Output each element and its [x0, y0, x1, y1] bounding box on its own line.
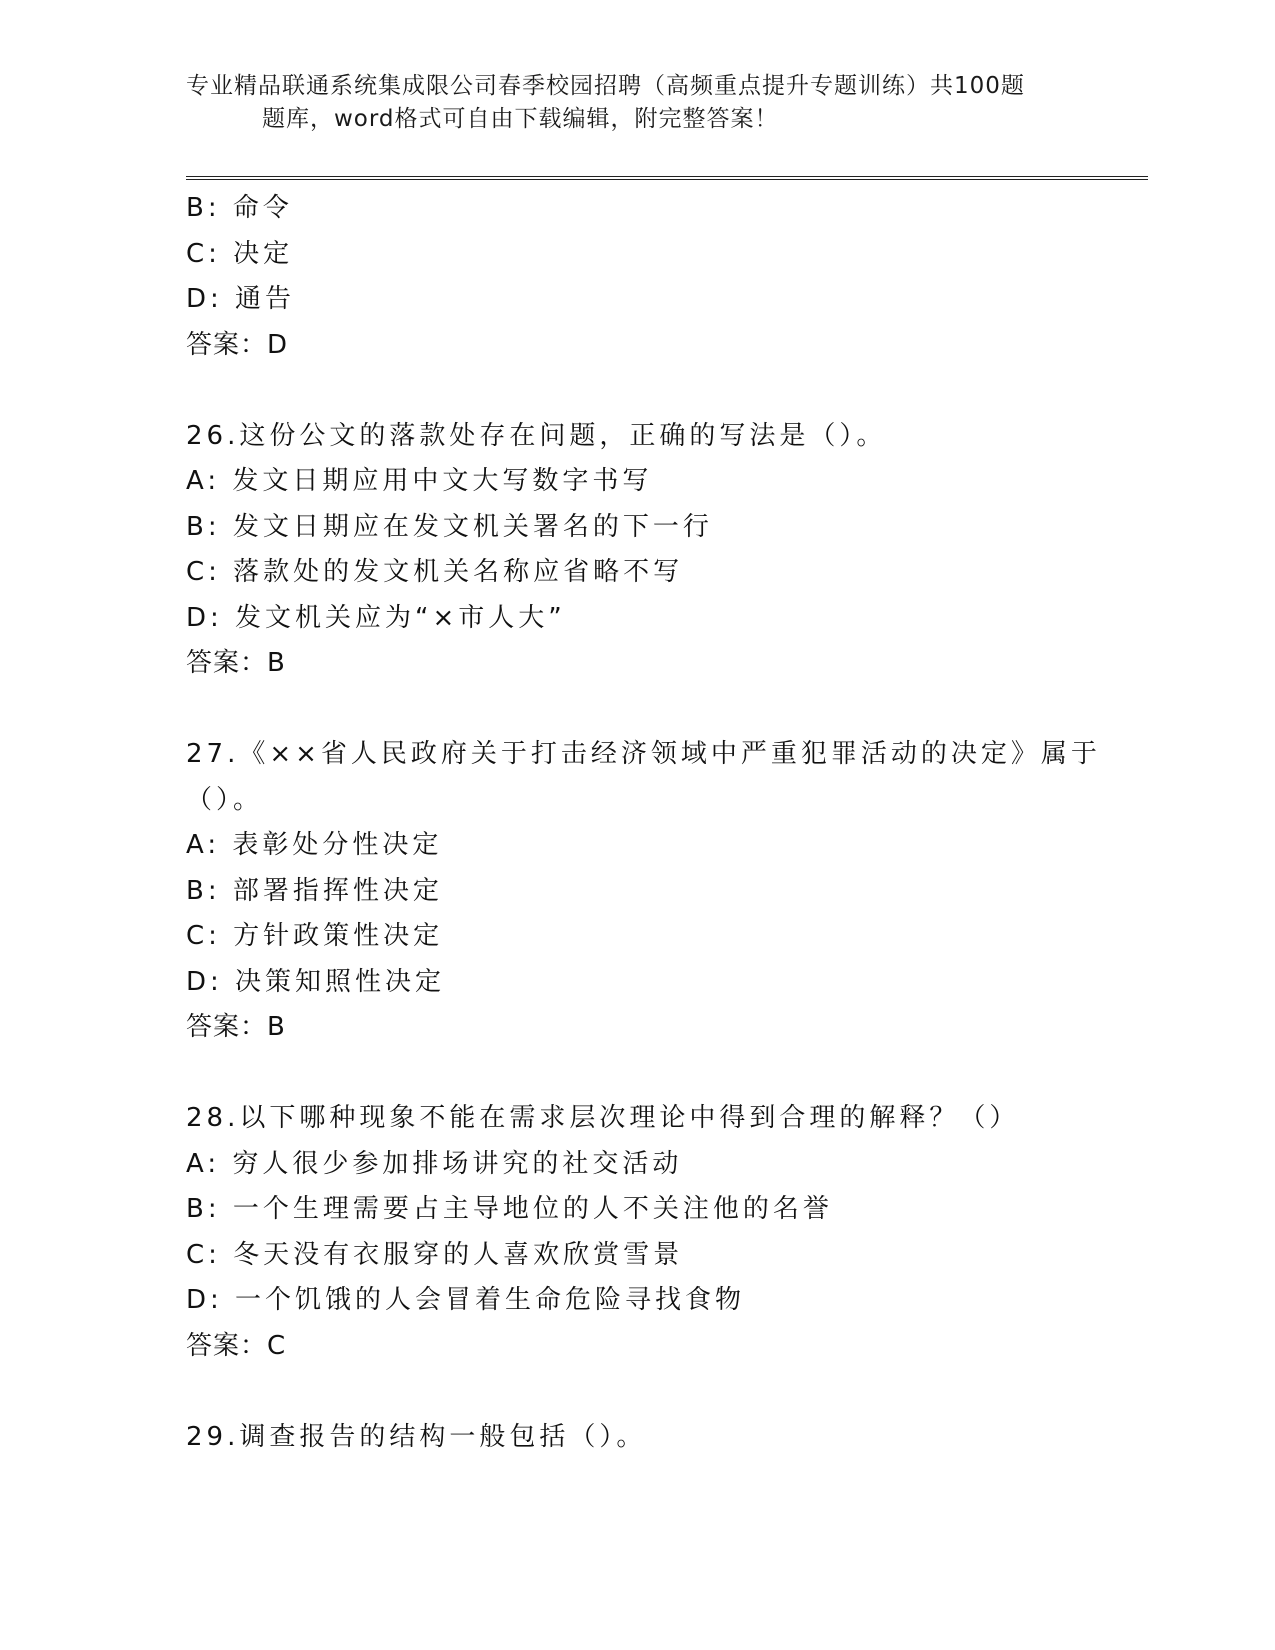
answer-text: 答案：B: [186, 1012, 286, 1042]
question-text: 29.调查报告的结构一般包括（）。: [186, 1421, 647, 1452]
answer-text: 答案：B: [186, 648, 286, 678]
option-d: D: 决策知照性决定: [186, 966, 446, 997]
header-title-line2: 题库，word格式可自由下载编辑，附完整答案！: [262, 106, 779, 132]
document-header: [186, 70, 1066, 136]
question-25-continued: [186, 186, 1146, 368]
answer-text: 答案：C: [186, 1330, 287, 1361]
option-b: B: 命令: [186, 193, 293, 223]
option-a: A: 表彰处分性决定: [186, 830, 443, 860]
question-26: [186, 414, 1146, 687]
answer-text: 答案：D: [186, 329, 289, 360]
option-d: D: 一个饥饿的人会冒着生命危险寻找食物: [186, 1285, 746, 1315]
question-27: [186, 732, 1146, 1051]
option-d: D: 发文机关应为“×市人大”: [186, 602, 566, 633]
question-28: [186, 1096, 1146, 1369]
question-text: 26.这份公文的落款处存在问题，正确的写法是（）。: [186, 420, 887, 451]
option-b: B: 部署指挥性决定: [186, 875, 443, 906]
question-text: 28.以下哪种现象不能在需求层次理论中得到合理的解释？（）: [186, 1103, 1020, 1133]
option-b: B: 发文日期应在发文机关署名的下一行: [186, 511, 713, 542]
question-list: [186, 186, 1146, 1460]
spacer: [186, 368, 1146, 414]
header-title-line1: 专业精品联通系统集成限公司春季校园招聘（高频重点提升专题训练）共100题: [186, 73, 1025, 99]
option-c: C: 冬天没有衣服穿的人喜欢欣赏雪景: [186, 1239, 684, 1270]
question-text-line1: 27.《××省人民政府关于打击经济领域中严重犯罪活动的决定》属于: [186, 739, 1101, 769]
question-text-line2: （）。: [186, 784, 264, 815]
option-b: B: 一个生理需要占主导地位的人不关注他的名誉: [186, 1194, 833, 1224]
header-divider: [186, 176, 1148, 180]
option-d: D: 通告: [186, 284, 296, 314]
option-c: C: 方针政策性决定: [186, 921, 444, 951]
option-a: A: 发文日期应用中文大写数字书写: [186, 466, 653, 496]
option-a: A: 穷人很少参加排场讲究的社交活动: [186, 1148, 683, 1179]
option-c: C: 落款处的发文机关名称应省略不写: [186, 557, 684, 587]
option-c: C: 决定: [186, 238, 294, 269]
spacer: [186, 1051, 1146, 1097]
question-29: [186, 1415, 1146, 1461]
spacer: [186, 687, 1146, 733]
spacer: [186, 1369, 1146, 1415]
